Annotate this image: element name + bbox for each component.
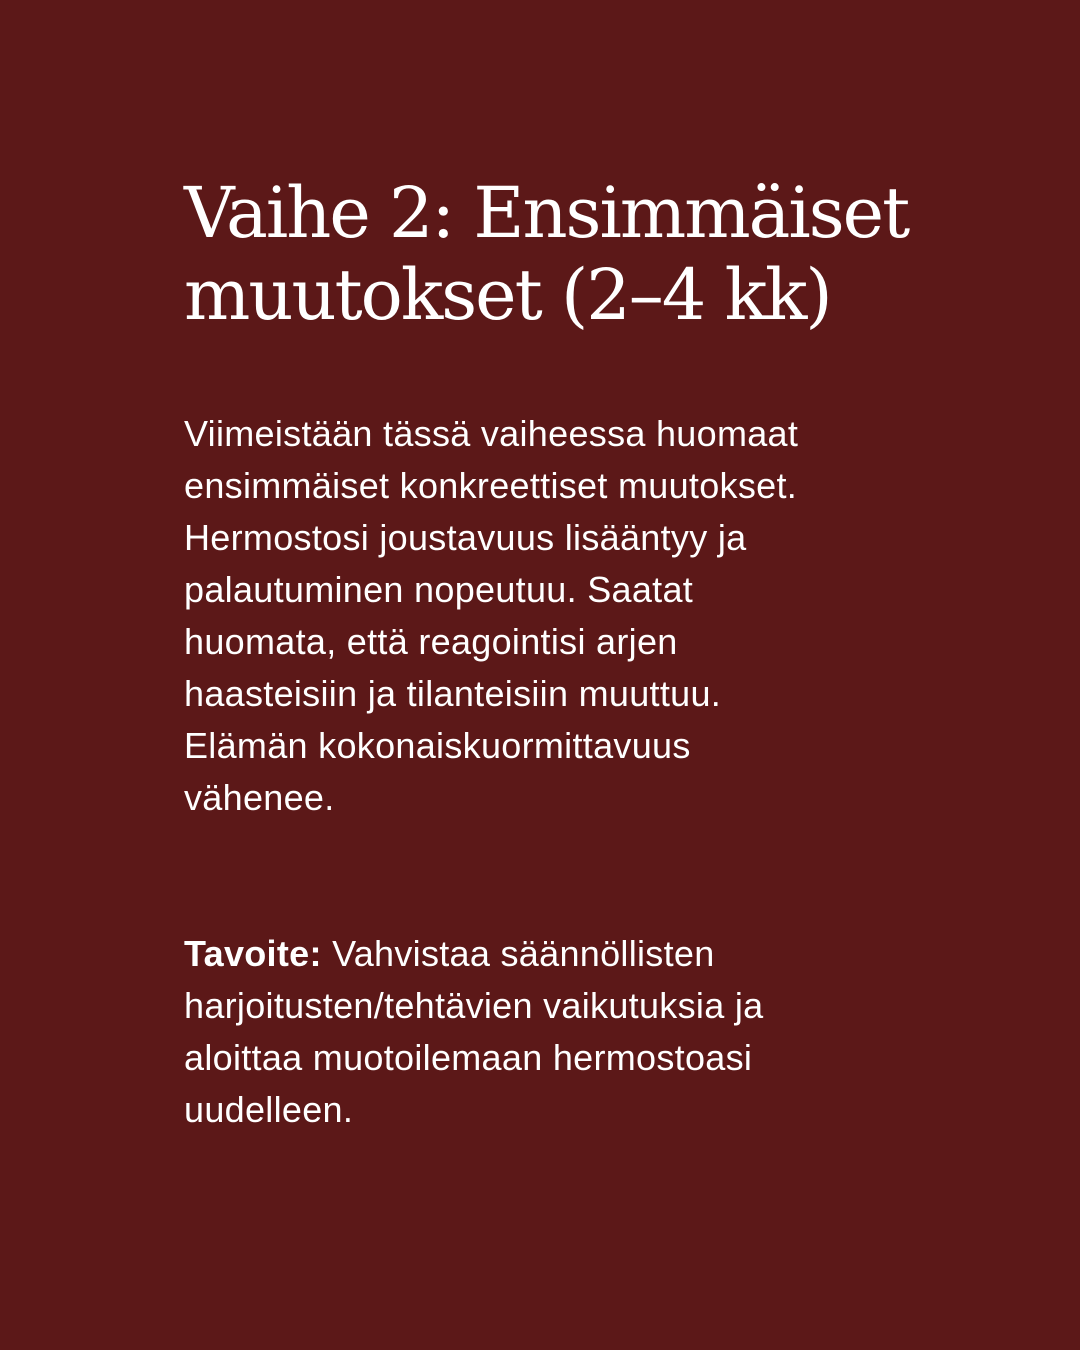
- description-line: Viimeistään tässä vaiheessa huomaat: [184, 413, 799, 454]
- goal-paragraph: [184, 928, 1004, 1136]
- goal-line: aloittaa muotoilemaan hermostoasi: [184, 1037, 753, 1078]
- goal-label: Tavoite:: [184, 933, 322, 974]
- description-line: Hermostosi joustavuus lisääntyy ja: [184, 517, 747, 558]
- description-line: ensimmäiset konkreettiset muutokset.: [184, 465, 798, 506]
- goal-text-start: Vahvistaa säännöllisten: [321, 933, 715, 974]
- title-line-2: muutokset (2–4 kk): [184, 254, 831, 336]
- goal-line: [184, 928, 1004, 980]
- title-line-1: Vaihe 2: Ensimmäiset: [184, 172, 909, 254]
- goal-line: uudelleen.: [184, 1089, 354, 1130]
- description-line: palautuminen nopeutuu. Saatat: [184, 569, 694, 610]
- description-line: vähenee.: [184, 777, 335, 818]
- description-line: Elämän kokonaiskuormittavuus: [184, 725, 691, 766]
- description-line: huomata, että reagointisi arjen: [184, 621, 678, 662]
- goal-line: harjoitusten/tehtävien vaikutuksia ja: [184, 985, 764, 1026]
- page-title: [184, 172, 984, 336]
- description-paragraph: [184, 408, 1004, 824]
- description-line: haasteisiin ja tilanteisiin muuttuu.: [184, 673, 722, 714]
